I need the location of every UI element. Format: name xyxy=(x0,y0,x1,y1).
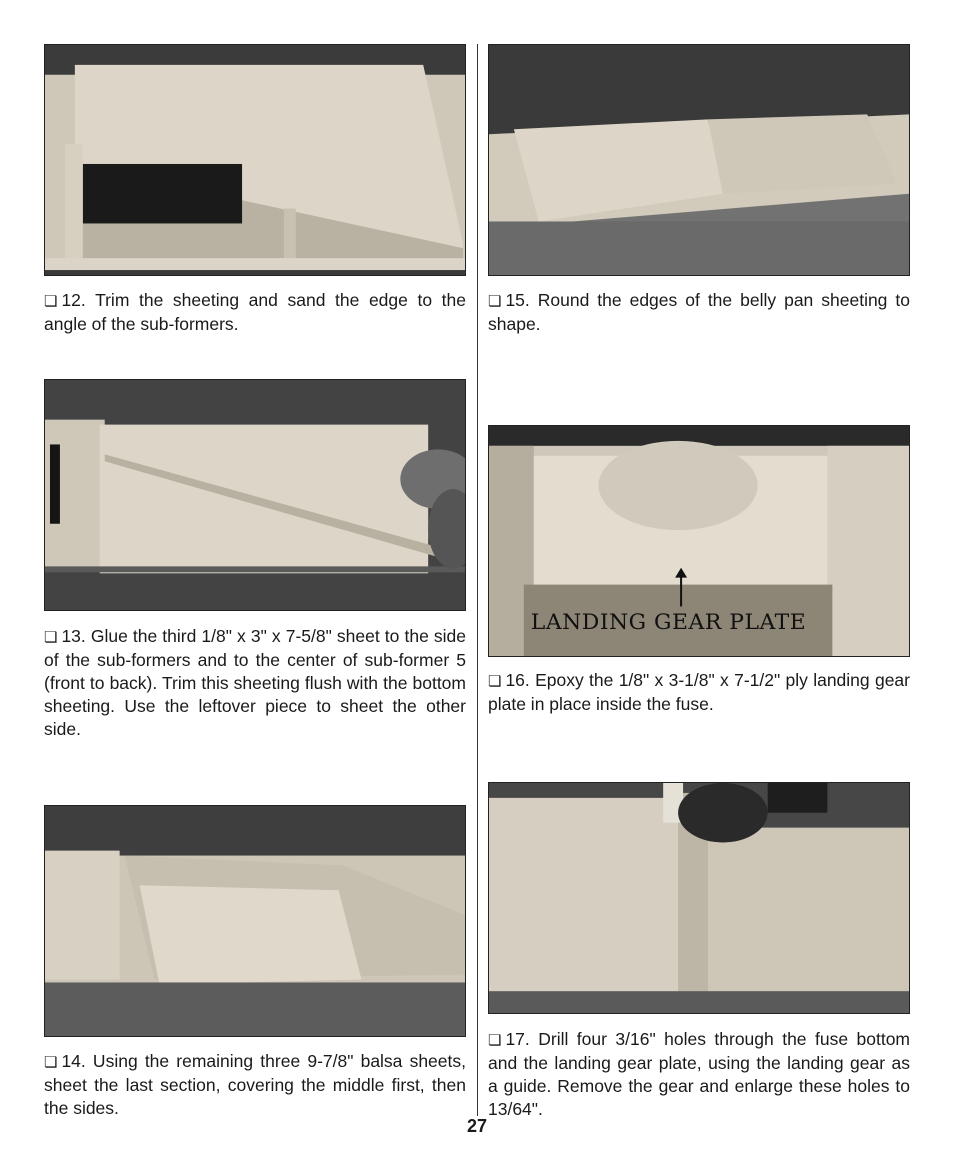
checkbox-icon[interactable]: ❏ xyxy=(488,1032,502,1049)
column-divider xyxy=(477,44,478,1116)
checkbox-icon[interactable]: ❏ xyxy=(488,293,502,310)
step-14-text xyxy=(44,1050,466,1120)
checkbox-icon[interactable]: ❏ xyxy=(44,293,58,310)
step-15-label: 15. Round the edges of the belly pan sheeting to shape. xyxy=(488,290,910,334)
photo-step-12 xyxy=(44,44,466,276)
step-12-text xyxy=(44,289,466,336)
checkbox-icon[interactable]: ❏ xyxy=(44,629,58,646)
step-15-text xyxy=(488,289,910,336)
photo-step-14 xyxy=(44,805,466,1037)
step-16-label: 16. Epoxy the 1/8" x 3-1/8" x 7-1/2" ply landing gear plate in place inside the fuse. xyxy=(488,670,910,714)
checkbox-icon[interactable]: ❏ xyxy=(488,673,502,690)
photo-step-17 xyxy=(488,782,910,1014)
step-13-text xyxy=(44,625,466,741)
step-12-label: 12. Trim the sheeting and sand the edge to the angle of the sub-formers. xyxy=(44,290,466,334)
step-17-label: 17. Drill four 3/16" holes through the fuse bottom and the landing gear plate, using the landing gear as a guide. Remove the gear and enlarge these holes to 13/64". xyxy=(488,1029,910,1119)
step-13-label: 13. Glue the third 1/8" x 3" x 7-5/8" sheet to the side of the sub-formers and to the center of sub-former 5 (front to back). Trim this sheeting flush with the bottom sheeting. Use the leftover piece to sheet the other side. xyxy=(44,626,466,739)
photo-step-13 xyxy=(44,379,466,611)
step-16-text xyxy=(488,669,910,716)
photo-step-15 xyxy=(488,44,910,276)
landing-gear-plate-label: LANDING GEAR PLATE xyxy=(530,610,807,636)
photo-step-16 xyxy=(488,425,910,657)
step-14-label: 14. Using the remaining three 9-7/8" balsa sheets, sheet the last section, covering the middle first, then the sides. xyxy=(44,1051,466,1118)
page-number: 27 xyxy=(466,1116,488,1136)
checkbox-icon[interactable]: ❏ xyxy=(44,1054,58,1071)
step-17-text xyxy=(488,1028,910,1121)
